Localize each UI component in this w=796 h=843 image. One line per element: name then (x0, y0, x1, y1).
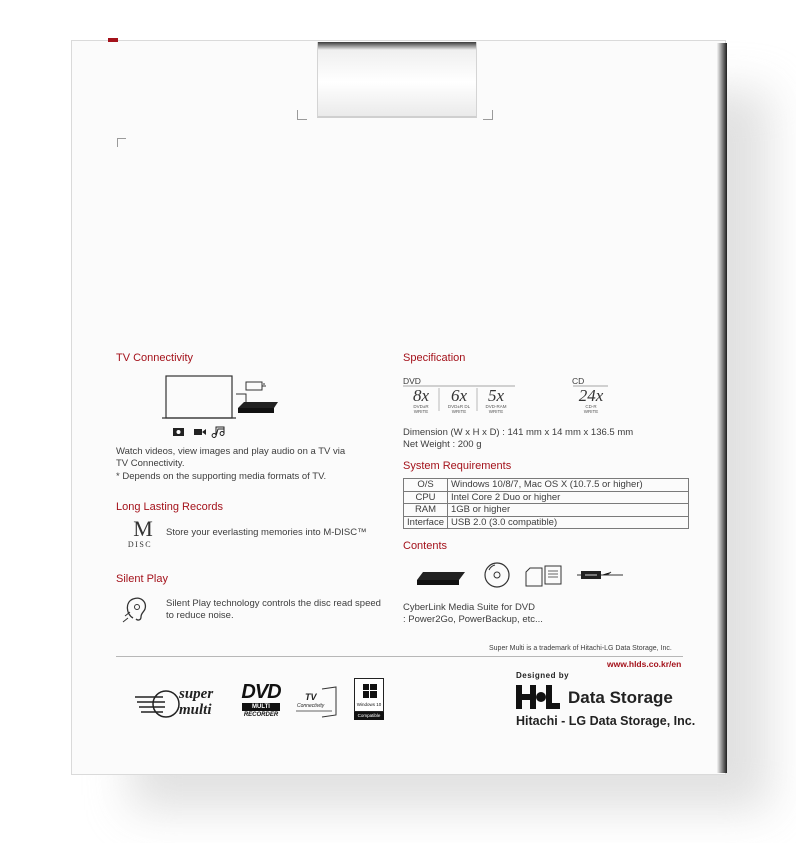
req-key-cpu: CPU (404, 491, 448, 504)
speed-dvd-r (405, 388, 437, 414)
speed-dvd-ram-caption2: WRITE (488, 409, 504, 414)
tv-logo-frame (296, 685, 338, 719)
tv-connectivity-logo (296, 685, 338, 719)
req-key-ram: RAM (404, 504, 448, 517)
dvd-text: DVD (241, 681, 281, 703)
silent-play-heading: Silent Play (116, 573, 168, 585)
req-key-os: O/S (404, 479, 448, 492)
system-requirements-table (403, 478, 689, 529)
speed-cd-r (573, 388, 609, 414)
long-lasting-desc: Store your everlasting memories into M-DISC™ (166, 527, 367, 538)
speed-cd-r-value: 24x (578, 386, 604, 405)
company-name: Hitachi - LG Data Storage, Inc. (516, 714, 696, 728)
red-tab-mark (108, 38, 118, 42)
tv-connectivity-illustration (160, 374, 280, 440)
m-disc-logo (123, 518, 163, 549)
website-url: www.hlds.co.kr/en (607, 659, 682, 669)
footer-divider (116, 656, 683, 657)
table-row (404, 504, 689, 517)
media-icons (173, 427, 224, 438)
specification-heading: Specification (403, 352, 466, 364)
tv-desc-line1: Watch videos, view images and play audio on a TV via (116, 446, 346, 457)
windows-badge-frame (354, 678, 384, 712)
recorder-text: RECORDER (243, 712, 279, 718)
speed-dvd-ram-value: 5x (487, 386, 505, 405)
speed-dvd-r-dl-value: 6x (450, 386, 468, 405)
manual-icon (526, 566, 561, 586)
dvd-multi-recorder-logo (236, 682, 286, 719)
speed-dvd-r-dl (443, 388, 475, 414)
windows-10-text: Windows 10 (356, 702, 382, 707)
speed-dvd-r-value: 8x (412, 386, 430, 405)
speed-dvd-r-caption1: DVD±R (413, 404, 429, 409)
req-key-interface: Interface (404, 516, 448, 529)
cd-label: CD (572, 376, 585, 386)
silent-play-desc-line2: to reduce noise. (166, 610, 234, 621)
req-value-cpu: Intel Core 2 Duo or higher (448, 491, 689, 504)
table-row (404, 479, 689, 492)
system-requirements-heading: System Requirements (403, 460, 512, 472)
software-line1: CyberLink Media Suite for DVD (403, 602, 535, 613)
long-lasting-heading: Long Lasting Records (116, 501, 224, 513)
dimension-text: Dimension (W x H x D) : 141 mm x 14 mm x 136.5 mm (403, 427, 634, 438)
req-value-interface: USB 2.0 (3.0 compatible) (448, 516, 689, 529)
disc-swoosh-icon (133, 683, 178, 723)
table-row (404, 491, 689, 504)
req-value-ram: 1GB or higher (448, 504, 689, 517)
product-window (317, 42, 477, 118)
m-disc-logo-disc: DISC (127, 540, 153, 549)
tv-note: * Depends on the supporting media formats of TV. (116, 471, 327, 482)
speed-dvd-r-dl-caption2: WRITE (451, 409, 467, 414)
super-text: super (179, 686, 214, 702)
req-value-os: Windows 10/8/7, Mac OS X (10.7.5 or higher) (448, 479, 689, 492)
trademark-notice: Super Multi is a trademark of Hitachi-LG Data Storage, Inc. (489, 645, 672, 652)
usb-drive-icon (236, 382, 278, 413)
crop-corner (117, 138, 126, 147)
speed-cd-r-caption1: CD-R (585, 404, 597, 409)
multi-text: multi (179, 702, 212, 718)
weight-text: Net Weight : 200 g (403, 439, 482, 450)
contents-icons (415, 560, 630, 592)
multi-badge: MULTI (242, 703, 280, 711)
designed-by-text: Designed by (516, 671, 570, 680)
compatible-text: Compatible (354, 712, 384, 720)
tv-connectivity-heading: TV Connectivity (116, 352, 194, 364)
tv-mark-text: TV (305, 692, 317, 702)
hl-logo-icon (516, 683, 562, 711)
software-line2: : Power2Go, PowerBackup, etc... (403, 614, 543, 625)
speed-dvd-r-dl-caption1: DVD±R DL (447, 404, 471, 409)
brand-name: Data Storage (568, 688, 673, 707)
tv-connectivity-text: Connectivity (297, 703, 325, 709)
speed-dvd-r-caption2: WRITE (413, 409, 429, 414)
tv-desc-line2: TV Connectivity. (116, 458, 185, 469)
disc-icon (485, 563, 509, 587)
m-disc-logo-m: M (133, 516, 153, 541)
usb-cable-icon (577, 571, 623, 579)
table-row (404, 516, 689, 529)
drive-icon (417, 572, 465, 585)
speed-dvd-ram-caption1: DVD-RAM (485, 404, 507, 409)
silent-play-desc-line1: Silent Play technology controls the disc read speed (166, 598, 381, 609)
speed-dvd-ram (480, 388, 512, 414)
dvd-label: DVD (403, 376, 421, 386)
tv-icon (162, 376, 236, 418)
speed-cd-r-caption2: WRITE (583, 409, 599, 414)
box-side-edge (717, 43, 727, 773)
contents-heading: Contents (403, 540, 448, 552)
windows-icon (363, 684, 377, 698)
super-multi-logo (133, 683, 223, 723)
silent-play-icon (122, 592, 152, 626)
windows-compatible-logo (354, 678, 384, 722)
